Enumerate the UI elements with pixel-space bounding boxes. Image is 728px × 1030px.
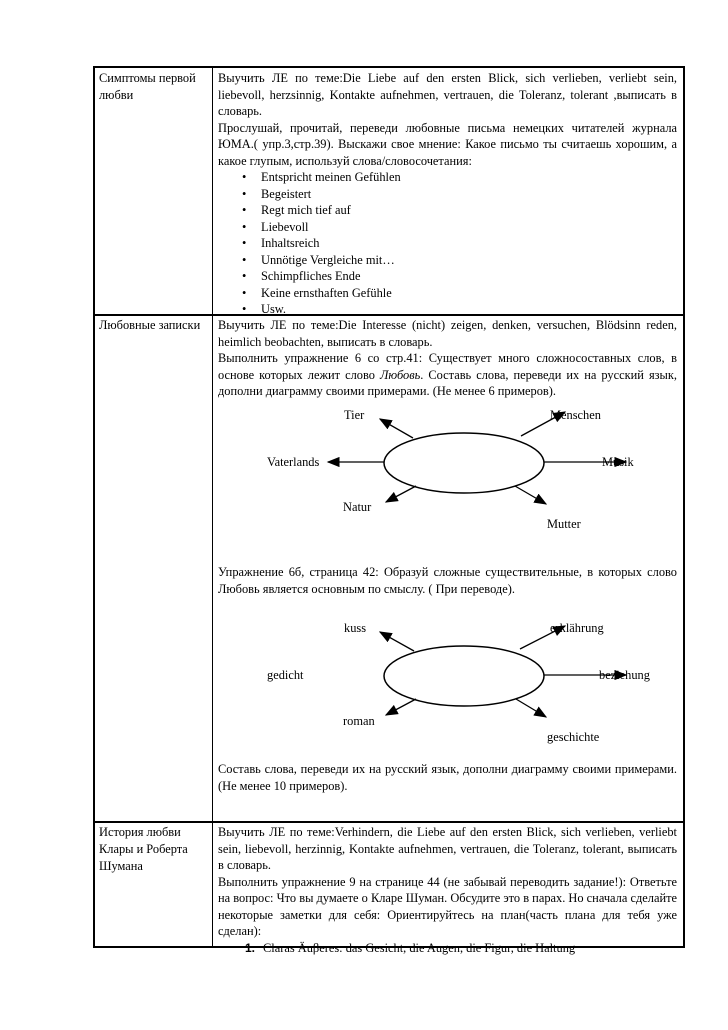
list-item: • Begeistert <box>261 186 677 203</box>
row1-topic: Симптомы первой любви <box>99 71 196 102</box>
arrow-tier <box>380 419 413 438</box>
diagram2-label-geschichte: geschichte <box>547 730 600 744</box>
exercise6-text-b: . Составь слова, переведи их на русский язык, дополни диаграмму своими примерами. (Не менее 6 примеров). <box>218 367 677 398</box>
center-ellipse <box>384 433 544 493</box>
arrow-kuss <box>380 632 414 651</box>
plan-item-text: Claras Äuβeres: das Gesicht, die Augen, die Figur, die Haltung <box>263 940 576 955</box>
exercise6-text-a: Выполнить упражнение 6 со стр.41: Существует много сложносоставных слов, в основе которых лежит слово <box>218 351 677 382</box>
row3-topic: История любви Клары и Роберта Шумана <box>99 825 188 873</box>
row2-topic: Любовные записки <box>99 318 201 332</box>
word-diagram-2 <box>218 614 678 759</box>
center-ellipse <box>384 646 544 706</box>
arrow-roman <box>386 699 416 715</box>
row3-vocab-task: Выучить ЛЕ по теме:Verhindern, die Liebe auf den ersten Blick, sich verlieben, verliebt sein, liebevoll, herzinnig, Kontakte aufnehmen, vertrauen, die Toleranz, tolerant, выписать в словарь. <box>218 825 677 872</box>
plan-item-number: 1. <box>245 940 256 955</box>
diagram2-graphic <box>218 614 678 759</box>
row1-listen-task: Прослушай, прочитай, переведи любовные письма немецких читателей журнала ЮМА.( упр.3,стр.39). Выскажи свое мнение: Какое письмо ты считаешь хорошим, а какое глупым, используй слова/словосочетания: <box>218 120 677 168</box>
column-divider <box>212 68 213 946</box>
arrow-geschichte <box>516 699 546 717</box>
diagram1-label-musik: Musik <box>602 455 634 469</box>
row2-content <box>218 317 677 400</box>
diagram2-label-kuss: kuss <box>344 621 367 635</box>
list-item: • Regt mich tief auf <box>261 202 677 219</box>
list-item: • Keine ernsthaften Gefühle <box>261 285 677 302</box>
diagram2-label-beziehung: beziehung <box>599 668 650 682</box>
list-item: • Inhaltsreich <box>261 235 677 252</box>
arrow-mutter <box>515 486 546 504</box>
plan-list <box>218 940 677 957</box>
diagram2-label-roman: roman <box>343 714 375 728</box>
diagram1-label-tier: Tier <box>344 408 365 422</box>
exercise6-keyword: Любовь <box>379 367 421 382</box>
list-item: • Liebevoll <box>261 219 677 236</box>
row2-compose-task: Составь слова, переведи их на русский язык, дополни диаграмму своими примерами. (Не менее 10 примеров). <box>218 762 677 793</box>
list-item <box>245 940 677 957</box>
list-item: • Entspricht meinen Gefühlen <box>261 169 677 186</box>
phrase-list <box>218 169 677 318</box>
diagram2-label-erklaehrung: erklährung <box>550 621 604 635</box>
diagram1-graphic <box>218 400 678 545</box>
row3-content <box>218 824 677 956</box>
row2-exercise6b-task: Упражнение 6б, страница 42: Образуй сложные существительные, в которых слово Любовь является основным по смыслу. ( При переводе). <box>218 565 677 596</box>
arrow-natur <box>386 486 416 502</box>
row2-vocab-task: Выучить ЛЕ по теме:Die Interesse (nicht) zeigen, denken, versuchen, Blödsinn reden, heimlich beobachten, выписать в словарь. <box>218 318 677 349</box>
row-divider-2 <box>95 821 683 823</box>
diagram2-label-gedicht: gedicht <box>267 668 304 682</box>
row1-content <box>218 70 677 318</box>
list-item: • Schimpfliches Ende <box>261 268 677 285</box>
list-item: • Usw. <box>261 301 677 318</box>
word-diagram-1 <box>218 400 678 545</box>
row2-exercise6-task <box>218 350 677 400</box>
diagram1-label-vaterlands: Vaterlands <box>267 455 320 469</box>
lesson-plan-table <box>93 66 685 955</box>
diagram1-label-natur: Natur <box>343 500 372 514</box>
row3-exercise9-task: Выполнить упражнение 9 на странице 44 (не забывай переводить задание!): Ответьте на вопрос: Что вы думаете о Кларе Шуман. Обсудите это в парах. Но сначала сделайте некоторые заметки для себя: Ориентируйтесь на план(часть плана для тебя уже сделан): <box>218 874 677 938</box>
list-item: • Unnötige Vergleiche mit… <box>261 252 677 269</box>
diagram1-label-menschen: Menschen <box>550 408 601 422</box>
row1-vocab-task: Выучить ЛЕ по теме:Die Liebe auf den ersten Blick, sich verlieben, verliebt sein, liebevoll, herzsinnig, Kontakte aufnehmen, vertrauen, die Toleranz, tolerant ,выписать в словарь. <box>218 71 677 118</box>
diagram1-label-mutter: Mutter <box>547 517 581 531</box>
